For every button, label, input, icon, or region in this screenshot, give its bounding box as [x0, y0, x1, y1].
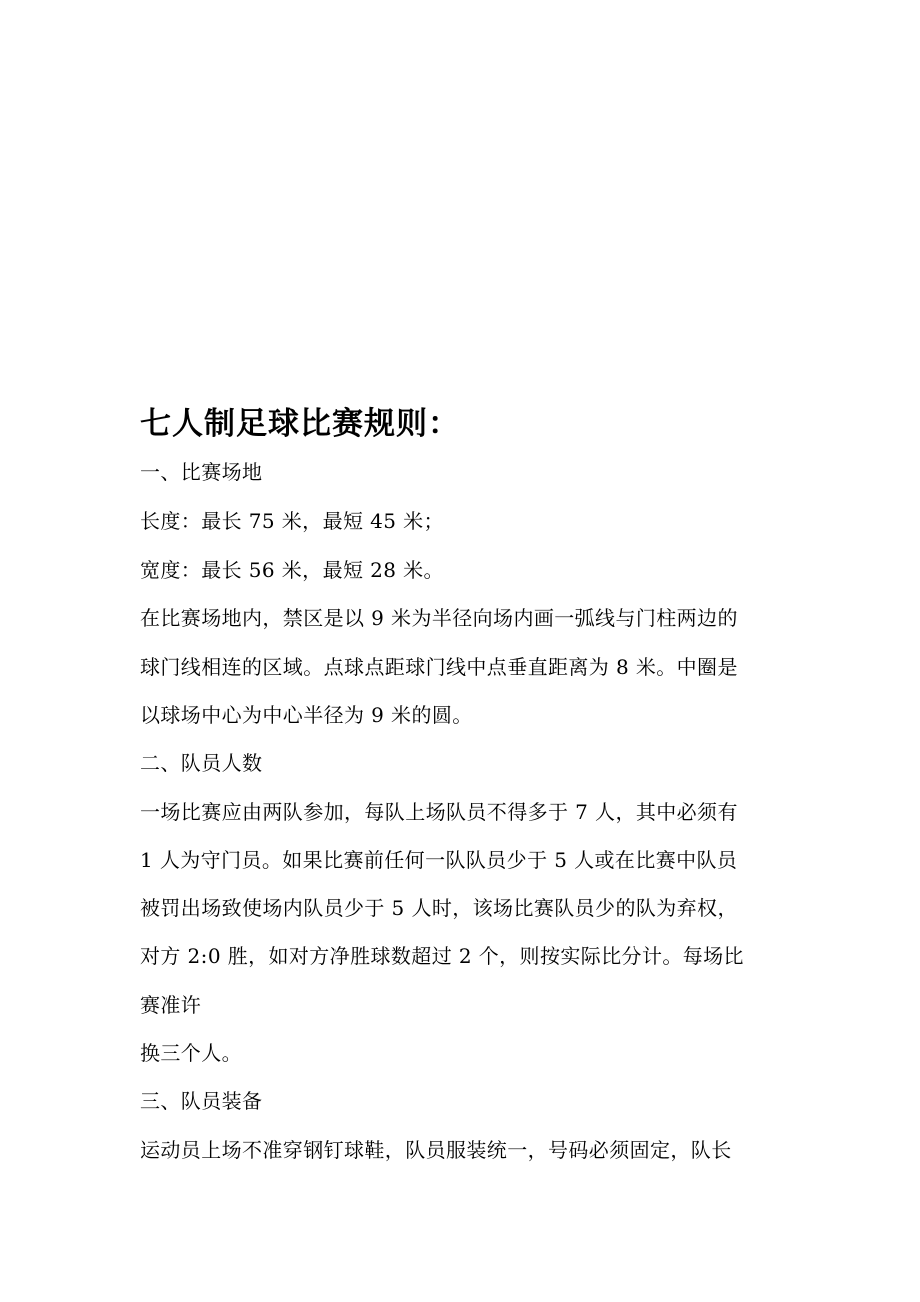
text-line: 长度：最长 75 米，最短 45 米；	[140, 509, 444, 533]
page-title: 七人制足球比赛规则：	[140, 406, 460, 442]
section-heading: 一、比赛场地	[140, 460, 263, 484]
text-line: 在比赛场地内，禁区是以 9 米为半径向场内画一弧线与门柱两边的	[140, 606, 738, 630]
text-line: 球门线相连的区域。点球点距球门线中点垂直距离为 8 米。中圈是	[140, 655, 738, 679]
text-line: 一场比赛应由两队参加，每队上场队员不得多于 7 人，其中必须有	[140, 800, 738, 824]
text-line: 以球场中心为中心半径为 9 米的圆。	[140, 703, 473, 727]
section-heading: 二、队员人数	[140, 751, 263, 775]
text-line: 1 人为守门员。如果比赛前任何一队队员少于 5 人或在比赛中队员	[140, 848, 738, 872]
section-heading: 三、队员装备	[140, 1089, 263, 1113]
text-line: 对方 2:0 胜，如对方净胜球数超过 2 个，则按实际比分计。每场比	[140, 944, 744, 968]
text-line: 运动员上场不准穿钢钉球鞋，队员服装统一，号码必须固定，队长	[140, 1138, 732, 1162]
text-line: 被罚出场致使场内队员少于 5 人时，该场比赛队员少的队为弃权，	[140, 896, 738, 920]
text-line: 赛准许	[140, 993, 202, 1017]
text-line: 宽度：最长 56 米，最短 28 米。	[140, 558, 444, 582]
text-line: 换三个人。	[140, 1041, 242, 1065]
